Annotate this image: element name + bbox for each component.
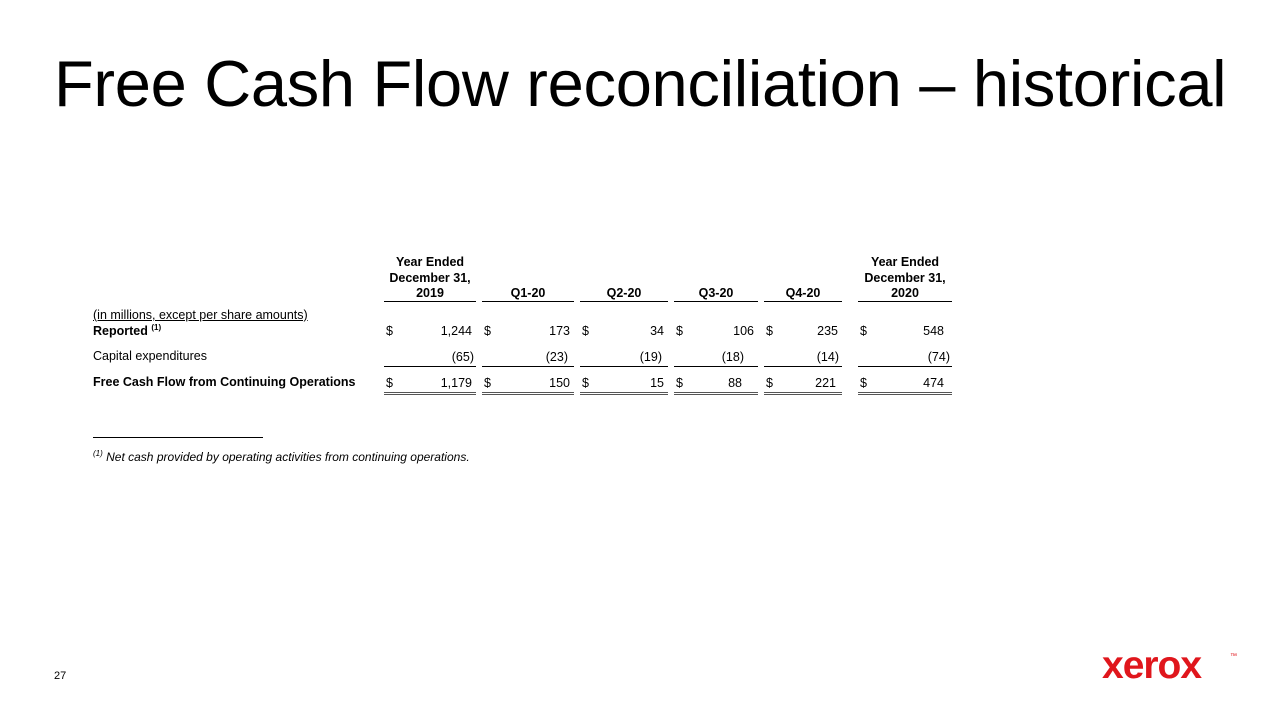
dollar-sign: $ xyxy=(386,324,393,338)
table-cell xyxy=(580,375,668,395)
cell-value: 1,244 xyxy=(440,324,472,338)
cell-value: 34 xyxy=(650,324,664,338)
cell-value: 1,179 xyxy=(440,376,472,390)
header-year-2019 xyxy=(384,254,476,286)
cell-value: (74) xyxy=(927,350,950,364)
dollar-sign: $ xyxy=(766,376,773,390)
cell-value: 106 xyxy=(733,324,754,338)
cell-value: 150 xyxy=(549,376,570,390)
header-line: December 31, xyxy=(389,271,471,285)
header-q2-20: Q2-20 xyxy=(580,285,668,302)
page-number: 27 xyxy=(54,670,67,682)
row-label-fcf: Free Cash Flow from Continuing Operations xyxy=(93,375,356,389)
header-year-2020 xyxy=(858,254,952,286)
dollar-sign: $ xyxy=(582,376,589,390)
table-cell xyxy=(384,375,476,395)
table-cell xyxy=(384,323,476,340)
cell-value: (65) xyxy=(451,350,474,364)
table-cell xyxy=(674,349,758,367)
table-cell xyxy=(764,375,842,395)
table-cell xyxy=(674,375,758,395)
units-note: (in millions, except per share amounts) xyxy=(93,308,308,322)
table-cell xyxy=(674,323,758,340)
table-cell xyxy=(580,349,668,367)
footnote xyxy=(93,449,470,464)
table-cell xyxy=(482,323,574,340)
logo-tm: ™ xyxy=(1230,653,1237,660)
dollar-sign: $ xyxy=(676,324,683,338)
cell-value: (14) xyxy=(816,350,839,364)
table-cell xyxy=(764,323,842,340)
cell-value: 221 xyxy=(815,376,836,390)
cell-value: 474 xyxy=(923,376,944,390)
row-label-text: Reported xyxy=(93,324,148,338)
cell-value: 88 xyxy=(728,376,742,390)
header-q4-20: Q4-20 xyxy=(764,285,842,302)
dollar-sign: $ xyxy=(766,324,773,338)
dollar-sign: $ xyxy=(484,376,491,390)
table-cell xyxy=(482,375,574,395)
row-label-reported xyxy=(93,323,161,338)
header-line: Year Ended xyxy=(870,255,940,269)
table-cell xyxy=(764,349,842,367)
footnote-marker: (1) xyxy=(151,323,162,332)
footnote-divider xyxy=(93,437,263,438)
cell-value: 173 xyxy=(549,324,570,338)
header-2019: 2019 xyxy=(384,285,476,302)
table-cell xyxy=(858,349,952,367)
header-2020: 2020 xyxy=(858,285,952,302)
footnote-text: Net cash provided by operating activities from continuing operations. xyxy=(106,450,470,464)
dollar-sign: $ xyxy=(860,376,867,390)
cell-value: 548 xyxy=(923,324,944,338)
header-line: Year Ended xyxy=(395,255,465,269)
cell-value: (19) xyxy=(639,350,662,364)
cell-value: (18) xyxy=(721,350,744,364)
table-cell xyxy=(858,323,952,340)
table-cell xyxy=(482,349,574,367)
dollar-sign: $ xyxy=(860,324,867,338)
dollar-sign: $ xyxy=(484,324,491,338)
header-line: December 31, xyxy=(864,271,946,285)
dollar-sign: $ xyxy=(582,324,589,338)
xerox-logo xyxy=(1102,646,1242,686)
cell-value: 235 xyxy=(817,324,838,338)
cell-value: (23) xyxy=(545,350,568,364)
table-cell xyxy=(858,375,952,395)
footnote-marker: (1) xyxy=(93,449,103,458)
row-label-capex: Capital expenditures xyxy=(93,349,207,363)
cell-value: 15 xyxy=(650,376,664,390)
page-title: Free Cash Flow reconciliation – historical xyxy=(54,47,1227,120)
logo-wordmark: xerox xyxy=(1102,646,1202,686)
dollar-sign: $ xyxy=(676,376,683,390)
table-cell xyxy=(580,323,668,340)
header-q1-20: Q1-20 xyxy=(482,285,574,302)
dollar-sign: $ xyxy=(386,376,393,390)
header-q3-20: Q3-20 xyxy=(674,285,758,302)
table-cell xyxy=(384,349,476,367)
